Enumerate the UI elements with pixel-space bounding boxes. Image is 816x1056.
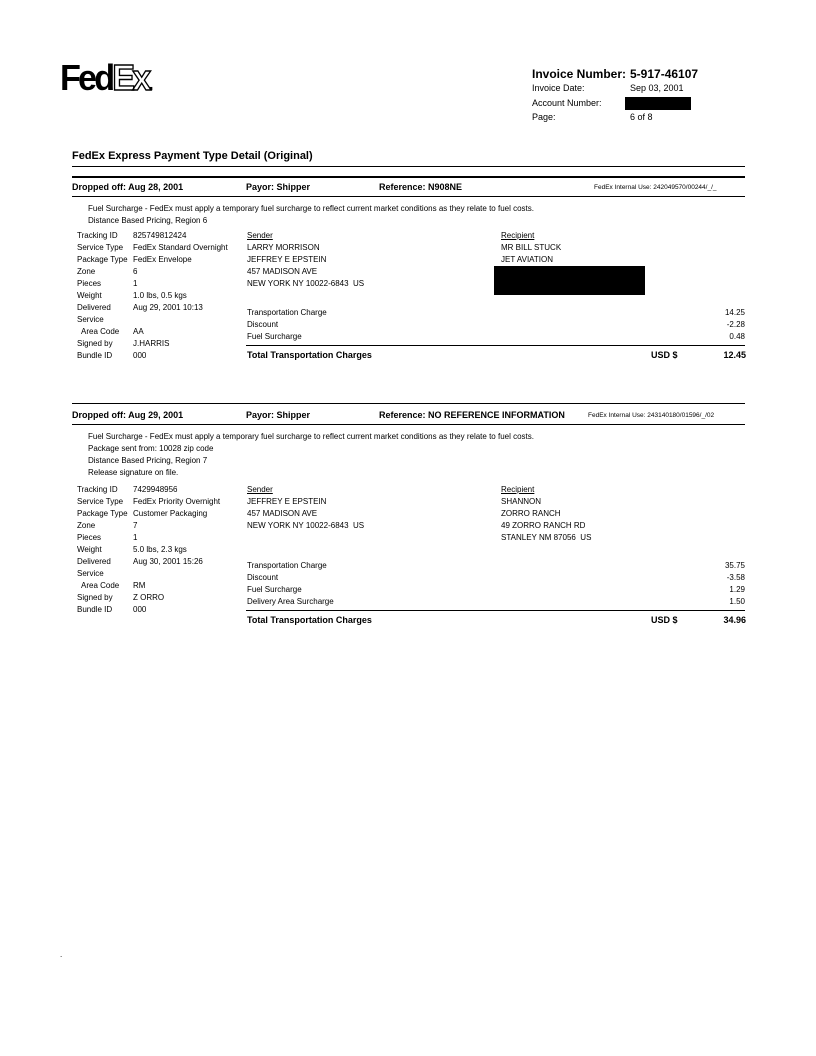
signed-by: Z ORRO bbox=[133, 593, 165, 602]
recipient-line: SHANNON bbox=[501, 497, 542, 506]
charge-label: Fuel Surcharge bbox=[247, 585, 302, 594]
service bbox=[133, 569, 220, 581]
note-line: Fuel Surcharge - FedEx must apply a temporary fuel surcharge to reflect current market conditions as they relate to fuel costs. bbox=[88, 204, 534, 213]
currency: USD $ bbox=[651, 615, 678, 625]
detail-label: Zone bbox=[77, 267, 96, 276]
charge-label: Transportation Charge bbox=[247, 561, 327, 570]
total-label: Total Transportation Charges bbox=[247, 615, 372, 625]
detail-label: Tracking ID bbox=[77, 231, 118, 240]
delivered: Aug 30, 2001 15:26 bbox=[133, 557, 203, 566]
service-type: FedEx Standard Overnight bbox=[133, 243, 228, 252]
sender-line: 457 MADISON AVE bbox=[247, 509, 318, 518]
charge-amounts bbox=[645, 308, 745, 344]
recipient-label: Recipient bbox=[501, 231, 535, 240]
detail-label: Package Type bbox=[77, 255, 128, 264]
invoice-number-label: Invoice Number: bbox=[532, 67, 627, 81]
payor: Payor: Shipper bbox=[246, 182, 311, 192]
detail-label: Delivered bbox=[77, 557, 111, 566]
redacted-account-number bbox=[625, 97, 691, 110]
dropped-off: Dropped off: Aug 28, 2001 bbox=[72, 182, 184, 192]
package-type: Customer Packaging bbox=[133, 509, 208, 518]
package-type: FedEx Envelope bbox=[133, 255, 192, 264]
charge-labels bbox=[247, 561, 334, 609]
page-label: Page: bbox=[532, 112, 556, 122]
detail-label: Pieces bbox=[77, 279, 102, 288]
internal-use: FedEx Internal Use: 242049570/00244/_/_ bbox=[594, 184, 717, 191]
charge-label: Discount bbox=[247, 573, 279, 582]
sender-line: NEW YORK NY 10022-6843 US bbox=[247, 521, 365, 530]
area-code: RM bbox=[133, 581, 146, 590]
invoice-date-label: Invoice Date: bbox=[532, 83, 585, 93]
signed-by: J.HARRIS bbox=[133, 339, 170, 348]
charge-amount: 14.25 bbox=[724, 308, 745, 317]
recipient-block bbox=[501, 231, 561, 267]
detail-label: Zone bbox=[77, 521, 96, 530]
divider bbox=[72, 166, 745, 167]
charge-amount: 1.50 bbox=[729, 597, 745, 606]
zone: 6 bbox=[133, 267, 138, 276]
pieces: 1 bbox=[133, 279, 138, 288]
fedex-logo: FedEx. bbox=[60, 57, 154, 98]
recipient-label: Recipient bbox=[501, 485, 535, 494]
detail-label: Signed by bbox=[77, 339, 113, 348]
divider bbox=[246, 345, 745, 346]
footer-mark: . bbox=[60, 950, 63, 959]
invoice-date: Sep 03, 2001 bbox=[630, 83, 684, 93]
charge-amount: 35.75 bbox=[724, 561, 745, 570]
area-code: AA bbox=[133, 327, 144, 336]
service bbox=[133, 315, 228, 327]
shipment-notes bbox=[88, 204, 534, 228]
sender-line: LARRY MORRISON bbox=[247, 243, 320, 252]
pieces: 1 bbox=[133, 533, 138, 542]
weight: 1.0 lbs, 0.5 kgs bbox=[133, 291, 187, 300]
shipment-notes bbox=[88, 432, 534, 480]
dropped-off: Dropped off: Aug 29, 2001 bbox=[72, 410, 184, 420]
charge-amounts bbox=[645, 561, 745, 609]
detail-labels bbox=[77, 485, 128, 617]
divider bbox=[72, 424, 745, 425]
charge-label: Delivery Area Surcharge bbox=[247, 597, 334, 606]
detail-label: Area Code bbox=[77, 581, 120, 590]
page-number: 6 of 8 bbox=[630, 112, 653, 122]
sender-line: NEW YORK NY 10022-6843 US bbox=[247, 279, 365, 288]
total-amount: 34.96 bbox=[723, 615, 746, 625]
charge-label: Discount bbox=[247, 320, 279, 329]
detail-label: Service bbox=[77, 315, 104, 324]
tracking-id: 7429948956 bbox=[133, 485, 178, 494]
account-number-label: Account Number: bbox=[532, 98, 602, 108]
note-line: Distance Based Pricing, Region 6 bbox=[88, 216, 208, 225]
currency: USD $ bbox=[651, 350, 678, 360]
zone: 7 bbox=[133, 521, 138, 530]
detail-label: Pieces bbox=[77, 533, 102, 542]
section-title: FedEx Express Payment Type Detail (Original) bbox=[72, 150, 313, 162]
detail-label: Service bbox=[77, 569, 104, 578]
recipient-line: 49 ZORRO RANCH RD bbox=[501, 521, 586, 530]
sender-label: Sender bbox=[247, 485, 273, 494]
reference: Reference: N908NE bbox=[379, 182, 463, 192]
charge-labels bbox=[247, 308, 327, 344]
detail-label: Signed by bbox=[77, 593, 113, 602]
charge-label: Fuel Surcharge bbox=[247, 332, 302, 341]
divider bbox=[72, 176, 745, 178]
detail-label: Service Type bbox=[77, 497, 124, 506]
redacted-recipient-address bbox=[494, 266, 645, 295]
sender-line: JEFFREY E EPSTEIN bbox=[247, 497, 327, 506]
total-label: Total Transportation Charges bbox=[247, 350, 372, 360]
detail-label: Bundle ID bbox=[77, 605, 113, 614]
delivered: Aug 29, 2001 10:13 bbox=[133, 303, 203, 312]
divider bbox=[72, 403, 745, 404]
divider bbox=[72, 196, 745, 197]
detail-label: Package Type bbox=[77, 509, 128, 518]
internal-use: FedEx Internal Use: 243140180/01596/_/02 bbox=[588, 412, 715, 419]
reference: Reference: NO REFERENCE INFORMATION bbox=[379, 410, 565, 420]
divider bbox=[246, 610, 745, 611]
sender-line: JEFFREY E EPSTEIN bbox=[247, 255, 327, 264]
detail-label: Weight bbox=[77, 545, 102, 554]
note-line: Release signature on file. bbox=[88, 468, 179, 477]
detail-label: Area Code bbox=[77, 327, 120, 336]
sender-label: Sender bbox=[247, 231, 273, 240]
detail-label: Bundle ID bbox=[77, 351, 113, 360]
recipient-block bbox=[501, 485, 591, 545]
detail-label: Delivered bbox=[77, 303, 111, 312]
charge-amount: 1.29 bbox=[729, 585, 745, 594]
recipient-line: STANLEY NM 87056 US bbox=[501, 533, 592, 542]
weight: 5.0 lbs, 2.3 kgs bbox=[133, 545, 187, 554]
note-line: Package sent from: 10028 zip code bbox=[88, 444, 214, 453]
detail-labels bbox=[77, 231, 128, 363]
note-line: Fuel Surcharge - FedEx must apply a temporary fuel surcharge to reflect current market conditions as they relate to fuel costs. bbox=[88, 432, 534, 441]
detail-label: Service Type bbox=[77, 243, 124, 252]
detail-values bbox=[133, 231, 228, 363]
sender-block bbox=[247, 485, 364, 533]
note-line: Distance Based Pricing, Region 7 bbox=[88, 456, 208, 465]
charge-amount: 0.48 bbox=[729, 332, 745, 341]
total-amount: 12.45 bbox=[723, 350, 746, 360]
recipient-line: MR BILL STUCK bbox=[501, 243, 562, 252]
charge-amount: -3.58 bbox=[726, 573, 745, 582]
bundle-id: 000 bbox=[133, 351, 147, 360]
charge-amount: -2.28 bbox=[726, 320, 745, 329]
payor: Payor: Shipper bbox=[246, 410, 311, 420]
charge-label: Transportation Charge bbox=[247, 308, 327, 317]
sender-block bbox=[247, 231, 364, 291]
recipient-line: JET AVIATION bbox=[501, 255, 554, 264]
recipient-line: ZORRO RANCH bbox=[501, 509, 561, 518]
bundle-id: 000 bbox=[133, 605, 147, 614]
tracking-id: 825749812424 bbox=[133, 231, 187, 240]
service-type: FedEx Priority Overnight bbox=[133, 497, 221, 506]
invoice-number: 5-917-46107 bbox=[630, 67, 699, 81]
detail-label: Tracking ID bbox=[77, 485, 118, 494]
detail-values bbox=[133, 485, 220, 617]
detail-label: Weight bbox=[77, 291, 102, 300]
sender-line: 457 MADISON AVE bbox=[247, 267, 318, 276]
